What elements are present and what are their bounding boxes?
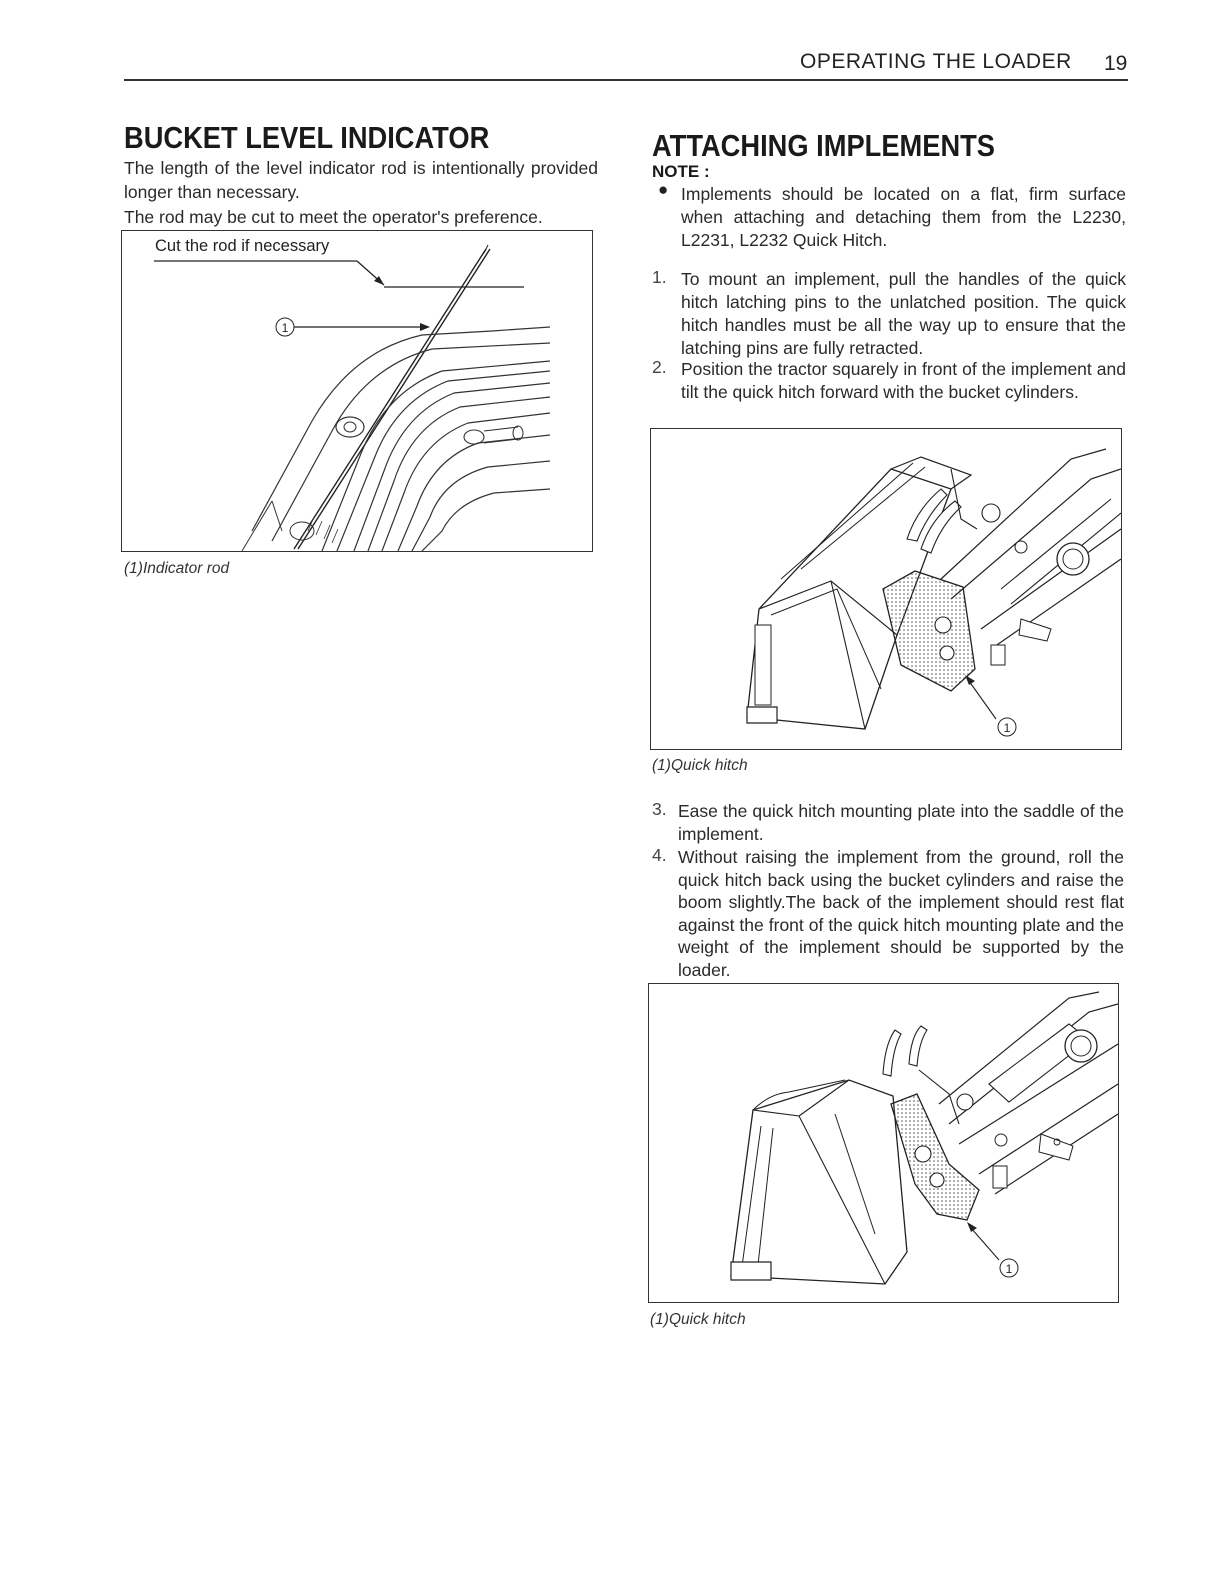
quick-hitch-figure-1 xyxy=(650,428,1122,750)
bucket-indicator-paragraph-2: The rod may be cut to meet the operator's preference. xyxy=(124,207,543,227)
note-label: NOTE : xyxy=(652,162,710,181)
running-head-title: OPERATING THE LOADER xyxy=(800,50,1072,73)
page-number: 19 xyxy=(1104,52,1128,75)
callout-1-label: 1 xyxy=(1003,721,1011,735)
step-text: To mount an implement, pull the handles of the quick hitch latching pins to the unlatched position. The quick hitch handles must be all the way up to ensure that the latching pins are fully retracted. xyxy=(681,269,1126,358)
section-title-bucket-level-indicator: BUCKET LEVEL INDICATOR xyxy=(124,120,490,155)
step-number: 3. xyxy=(652,799,667,819)
step-text: Ease the quick hitch mounting plate into the saddle of the implement. xyxy=(678,801,1124,844)
note-text: Implements should be located on a flat, firm surface when attaching and detaching them from the L2230, L2231, L2232 Quick Hitch. xyxy=(681,184,1126,250)
quick-hitch-caption-1: (1)Quick hitch xyxy=(652,757,748,774)
quick-hitch-illustration-2 xyxy=(649,984,1118,1302)
quick-hitch-illustration-1 xyxy=(651,429,1121,749)
indicator-rod-illustration xyxy=(122,231,592,551)
callout-1-label: 1 xyxy=(1005,1262,1013,1276)
header-rule xyxy=(124,79,1128,81)
step-number: 1. xyxy=(652,267,667,287)
cut-rod-callout: Cut the rod if necessary xyxy=(155,237,330,255)
step-number: 2. xyxy=(652,357,667,377)
indicator-rod-figure xyxy=(121,230,593,552)
indicator-rod-caption: (1)Indicator rod xyxy=(124,560,230,577)
step-text: Position the tractor squarely in front of the implement and tilt the quick hitch forward with the bucket cylinders. xyxy=(681,359,1126,402)
quick-hitch-figure-2 xyxy=(648,983,1119,1303)
step-text: Without raising the implement from the ground, roll the quick hitch back using the bucket cylinders and raise the boom slightly.The back of the implement should rest flat against the front of the quick hitch mounting plate and the weight of the implement should be supported by the loader. xyxy=(678,847,1124,980)
callout-1-label: 1 xyxy=(281,321,289,335)
section-title-attaching-implements: ATTACHING IMPLEMENTS xyxy=(652,128,996,163)
note-bullet-icon: ● xyxy=(658,180,669,199)
quick-hitch-caption-2: (1)Quick hitch xyxy=(650,1311,746,1328)
bucket-indicator-paragraph-1: The length of the level indicator rod is intentionally provided longer than necessary. xyxy=(124,158,598,202)
step-number: 4. xyxy=(652,845,667,865)
